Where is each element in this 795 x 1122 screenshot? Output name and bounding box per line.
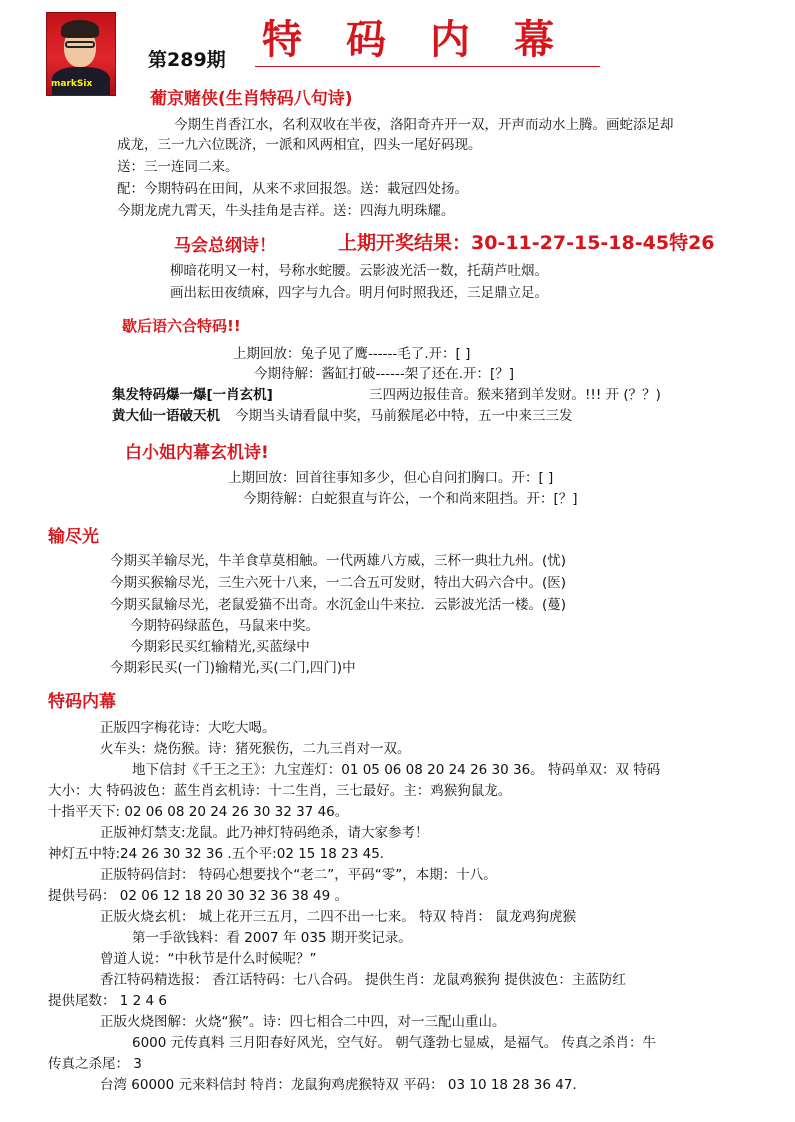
- text-line: 地下信封《千王之王》：九宝莲灯：01 05 06 08 20 24 26 30 36。 特码单双：双 特码: [132, 762, 661, 778]
- text-line-bold: 集发特码爆一爆[一肖玄机]: [112, 387, 273, 403]
- text-line: 香江特码精选报： 香江话特码：七八合码。 提供生肖：龙鼠鸡猴狗 提供波色：主蓝防红: [100, 972, 626, 988]
- section-title-xiehouyu: 歇后语六合特码!!: [122, 317, 241, 335]
- text-line: 今期彩民买红输精光,买蓝绿中: [130, 639, 310, 655]
- last-draw-result: 上期开奖结果：30-11-27-15-18-45特26: [338, 232, 715, 254]
- text-line: 今期彩民买(一门)输精光,买(二门,四门)中: [110, 660, 356, 676]
- portrait-hair: [61, 20, 99, 38]
- text-line: 上期回放：兔子见了鹰------毛了.开：[ ]: [233, 346, 471, 362]
- text-line: 大小：大 特码波色：蓝生肖玄机诗：十二生肖，三七最好。主：鸡猴狗鼠龙。: [48, 783, 512, 799]
- text-line: 今期当头请看鼠中奖，马前猴尾必中特，五一中来三三发: [235, 408, 573, 424]
- section-title-baixiaojie: 白小姐内幕玄机诗!: [125, 443, 269, 463]
- text-line: 曾道人说：“中秋节是什么时候呢？”: [100, 951, 317, 967]
- text-line: 正版四字梅花诗：大吃大喝。: [100, 720, 276, 736]
- page-title: 特码内幕: [262, 16, 598, 63]
- text-line: 正版特码信封： 特码心想要找个“老二”，平码“零”，本期：十八。: [100, 867, 497, 883]
- text-line: 提供尾数： 1 2 4 6: [48, 993, 168, 1009]
- text-line: 正版火烧图解：火烧“猴”。诗：四七相合二中四，对一三配山重山。: [100, 1014, 506, 1030]
- text-line: 今期买羊输尽光，牛羊食草莫相触。一代两雄八方威，三杯一典壮九州。(忧): [110, 553, 567, 569]
- text-line: 今期待解：酱缸打破------架了还在.开：[？]: [254, 366, 515, 382]
- marksix-logo-text: markSix: [51, 79, 93, 89]
- text-line: 配：今期特码在田间，从来不求回报怨。送：載冠四处扬。: [117, 181, 468, 197]
- text-line: 台湾 60000 元来料信封 特肖：龙鼠狗鸡虎猴特双 平码： 03 10 18 28 36 47.: [100, 1077, 577, 1093]
- text-line-bold: 黄大仙一语破天机: [112, 408, 220, 424]
- section-title-pujing: 葡京赌侠(生肖特码八句诗): [150, 89, 353, 109]
- text-line: 十指平天下: 02 06 08 20 24 26 30 32 37 46。: [48, 804, 349, 820]
- section-title-mahui: 马会总纲诗！: [174, 236, 276, 256]
- text-line: 送：三一连同二来。: [117, 159, 239, 175]
- text-line: 6000 元传真料 三月阳春好风光，空气好。 朝气蓬勃七显威，是福气。 传真之杀肖：牛: [132, 1035, 657, 1051]
- text-line: 今期特码绿蓝色，马鼠来中奖。: [130, 618, 319, 634]
- portrait-glasses: [65, 41, 95, 48]
- text-line: 今期买猴输尽光，三生六死十八来，一二合五可发财，特出大码六合中。(医): [110, 575, 567, 591]
- text-line: 传真之杀尾： 3: [48, 1056, 142, 1072]
- text-line: 今期龙虎九霄天，牛头挂角是吉祥。送：四海九明珠耀。: [117, 203, 455, 219]
- text-line: 正版火烧玄机： 城上花开三五月，二四不出一七来。 特双 特肖： 鼠龙鸡狗虎猴: [100, 909, 577, 925]
- issue-number: 第289期: [148, 49, 226, 71]
- title-underline: [255, 66, 600, 67]
- section-title-shujinguang: 输尽光: [48, 527, 99, 547]
- text-line: 柳暗花明又一村，号称水蛇腰。云影波光活一数，托葫芦吐烟。: [170, 263, 548, 279]
- text-line: 第一手欲钱料：看 2007 年 035 期开奖记录。: [132, 930, 412, 946]
- text-line: 画出耘田夜绩麻，四字与九合。明月何时照我还，三足鼎立足。: [170, 285, 548, 301]
- text-line: 上期回放：回首往事知多少，但心自问扪胸口。开：[ ]: [228, 470, 554, 486]
- text-line: 今期买鼠输尽光，老鼠爱猫不出奇。水沉金山牛来拉．云影波光活一楼。(蔓): [110, 597, 567, 613]
- text-line: 成龙，三一九六位既济，一派和风两相宜，四头一尾好码现。: [117, 137, 482, 153]
- text-line: 火车头：烧伤猴。诗：猪死猴伤，二九三肖对一双。: [100, 741, 411, 757]
- text-line: 提供号码： 02 06 12 18 20 30 32 36 38 49 。: [48, 888, 348, 904]
- text-line: 三四两边报佳音。猴来猪到羊发财。!!! 开 (？？): [369, 387, 661, 403]
- text-line: 正版神灯禁支:龙鼠。此乃神灯特码绝杀，请大家参考！: [100, 825, 429, 841]
- text-line: 神灯五中特:24 26 30 32 36 .五个平:02 15 18 23 45.: [48, 846, 385, 862]
- section-title-temaneimu: 特码内幕: [48, 692, 116, 712]
- author-portrait: [46, 12, 116, 96]
- text-line: 今期生肖香江水，名利双收在半夜，洛阳奇卉开一双，开声而动水上腾。画蛇添足却: [174, 117, 674, 133]
- text-line: 今期待解：白蛇狠直与许公，一个和尚来阻挡。开：[？]: [243, 491, 578, 507]
